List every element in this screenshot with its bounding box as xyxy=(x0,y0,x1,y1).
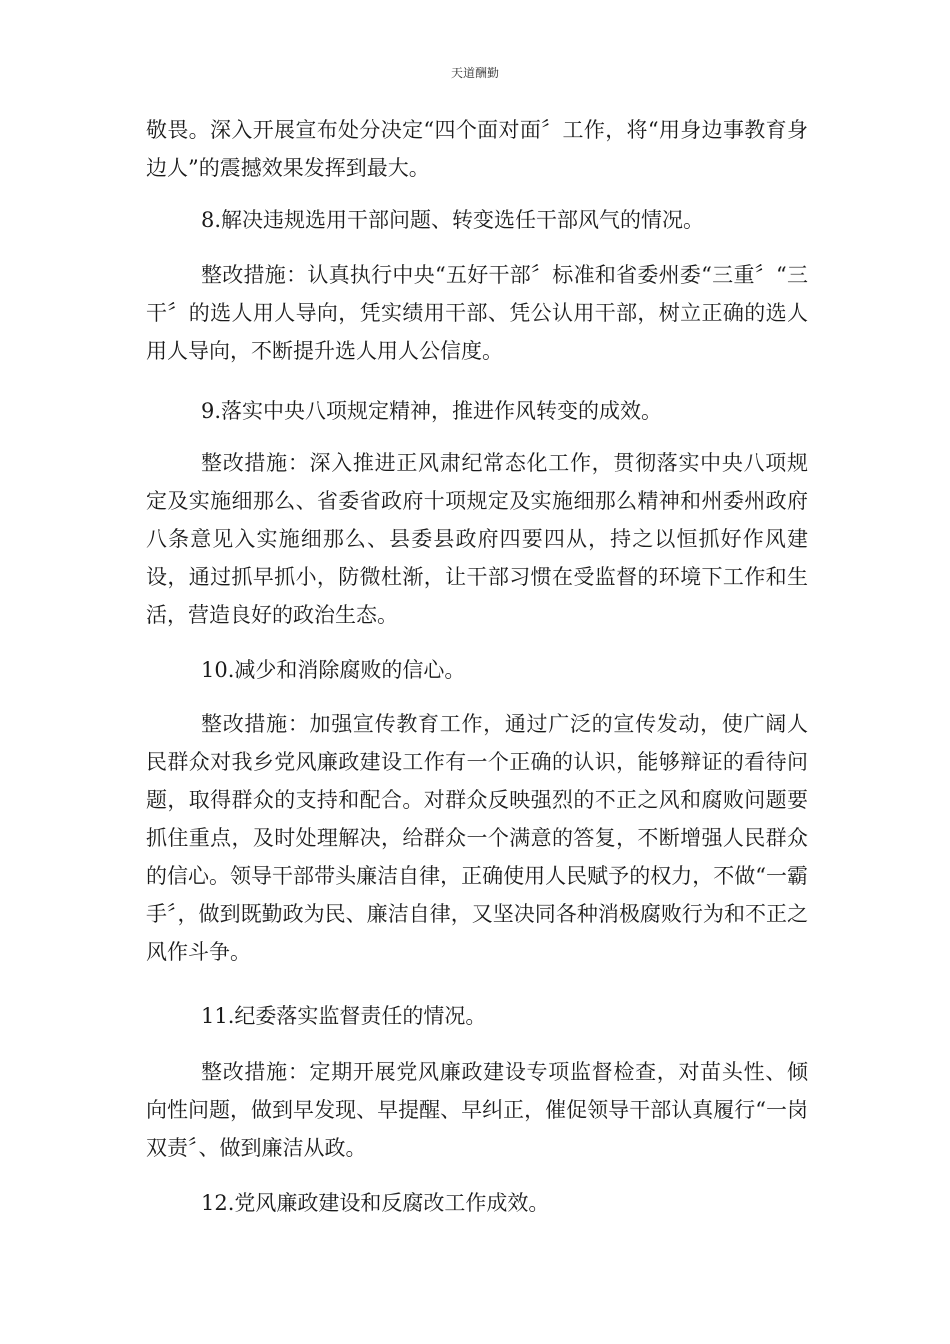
measure-paragraph-10: 整改措施：加强宣传教育工作，通过广泛的宣传发动，使广阔人民群众对我乡党风廉政建设工作有一个正确的认识，能够辩证的看待问题，取得群众的支持和配合。对群众反映强烈的不正之风和腐败问题要抓住重点，及时处理解决，给群众一个满意的答复，不断增强人民群众的信心。领导干部带头廉洁自律，正确使用人民赋予的权力，不做“一霸手〞，做到既勤政为民、廉洁自律，又坚决同各种消极腐败行为和不正之风作斗争。 xyxy=(146,712,808,964)
measure-paragraph-11: 整改措施：定期开展党风廉政建设专项监督检查，对苗头性、倾向性问题，做到早发现、早提醒、早纠正，催促领导干部认真履行“一岗双责〞、做到廉洁从政。 xyxy=(146,1060,808,1160)
measure-paragraph-9: 整改措施：深入推进正风肃纪常态化工作，贯彻落实中央八项规定及实施细那么、省委省政府十项规定及实施细那么精神和州委州政府八条意见入实施细那么、县委县政府四要四从，持之以恒抓好作风建设，通过抓早抓小，防微杜渐，让干部习惯在受监督的环境下工作和生活，营造良好的政治生态。 xyxy=(146,451,808,627)
item-heading-11: 11.纪委落实监督责任的情况。 xyxy=(201,1004,487,1028)
item-heading-8: 8.解决违规选用干部问题、转变选任干部风气的情况。 xyxy=(201,208,705,232)
item-heading-10: 10.减少和消除腐败的信心。 xyxy=(201,658,466,682)
measure-paragraph-8: 整改措施：认真执行中央“五好干部〞标准和省委州委“三重〞“三干〞的选人用人导向，凭实绩用干部、凭公认用干部，树立正确的选人用人导向，不断提升选人用人公信度。 xyxy=(146,263,808,363)
item-heading-9: 9.落实中央八项规定精神，推进作风转变的成效。 xyxy=(201,399,663,423)
item-heading-12: 12.党风廉政建设和反腐改工作成效。 xyxy=(201,1191,550,1215)
paragraph-continuation: 敬畏。深入开展宣布处分决定“四个面对面〞工作，将“用身边事教育身边人”的震撼效果发挥到最大。 xyxy=(146,118,808,180)
page-header: 天道酬勤 xyxy=(450,66,499,80)
